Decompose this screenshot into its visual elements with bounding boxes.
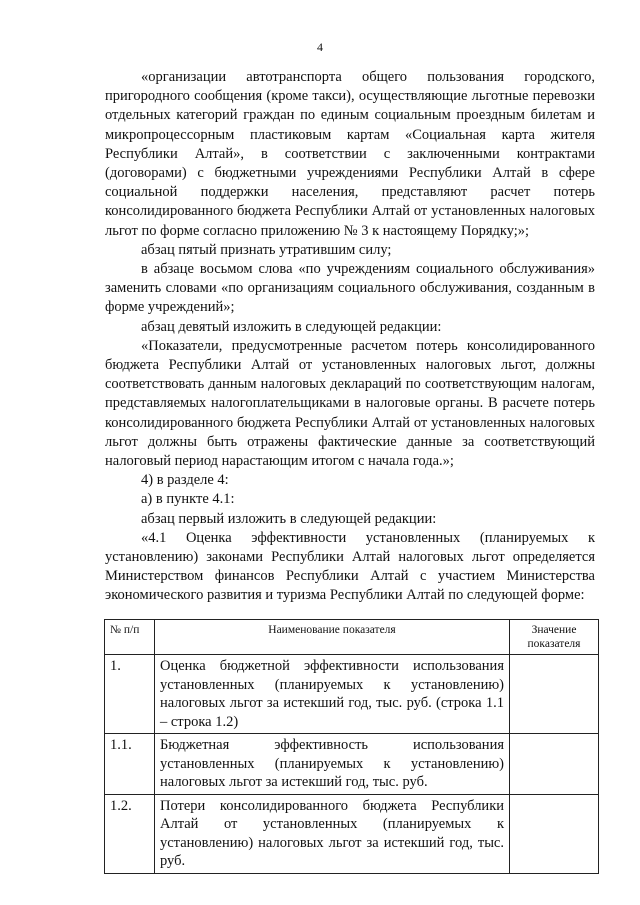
header-indicator-value: Значение показателя — [510, 620, 599, 655]
header-number: № п/п — [105, 620, 155, 655]
paragraph: абзац девятый изложить в следующей редакции: — [141, 318, 442, 335]
paragraph: 4) в разделе 4: — [141, 472, 229, 489]
row-indicator-value — [510, 794, 599, 873]
paragraph: в абзаце восьмом слова «по учреждениям социального обслуживания» заменить словами «по организациям социального обслуживания, созданным в форме учреждений»; — [105, 261, 595, 316]
table-header-row — [105, 620, 599, 655]
table-row — [105, 734, 599, 795]
header-indicator-name: Наименование показателя — [155, 620, 510, 655]
table-row — [105, 655, 599, 734]
paragraph: а) в пункте 4.1: — [141, 491, 235, 508]
row-number: 1. — [105, 655, 155, 734]
table-row — [105, 794, 599, 873]
row-indicator-value — [510, 655, 599, 734]
row-number: 1.2. — [105, 794, 155, 873]
paragraph: «Показатели, предусмотренные расчетом потерь консолидированного бюджета Республики Алтай от установленных налоговых льгот, должны соответствовать данным налоговых деклараций по соответствующим налогам, представляемых налогоплательщиками в налоговые органы. В расчете потерь консолидированного бюджета Республики Алтай от установленных налоговых льгот должны быть отражены фактические данные за соответствующий налоговый период нарастающим итогом с начала года.»; — [105, 337, 595, 470]
paragraph: абзац пятый признать утратившим силу; — [141, 241, 392, 258]
row-indicator-value — [510, 734, 599, 795]
paragraph: «4.1 Оценка эффективности установленных (планируемых к установлению) законами Республики Алтай налоговых льгот определяется Министерством финансов Республики Алтай с участием Министерства экономического развития и туризма Республики Алтай по следующей форме: — [105, 529, 595, 604]
row-indicator-name: Оценка бюджетной эффективности использования установленных (планируемых к установлению) налоговых льгот за истекший год, тыс. руб. (строка 1.1 – строка 1.2) — [155, 655, 510, 734]
row-indicator-name: Бюджетная эффективность использования установленных (планируемых к установлению) налоговых льгот за истекший год, тыс. руб. — [155, 734, 510, 795]
row-indicator-name: Потери консолидированного бюджета Республики Алтай от установленных (планируемых к установлению) налоговых льгот за истекший год, тыс. руб. — [155, 794, 510, 873]
page-number: 4 — [317, 40, 323, 54]
document-body — [105, 68, 595, 606]
paragraph: абзац первый изложить в следующей редакции: — [141, 510, 437, 527]
paragraph: «организации автотранспорта общего пользования городского, пригородного сообщения (кроме такси), осуществляющие льготные перевозки отдельных категорий граждан по единым социальным проездным билетам и микропроцессорным пластиковым картам «Социальная карта жителя Республики Алтай», в соответствии с заключенными контрактами (договорами) с бюджетными учреждениями Республики Алтай в сфере социальной поддержки населения, представляют расчет потерь консолидированного бюджета Республики Алтай от установленных налоговых льгот по форме согласно приложению № 3 к настоящему Порядку;»; — [105, 69, 595, 239]
row-number: 1.1. — [105, 734, 155, 795]
indicators-table — [104, 619, 599, 874]
